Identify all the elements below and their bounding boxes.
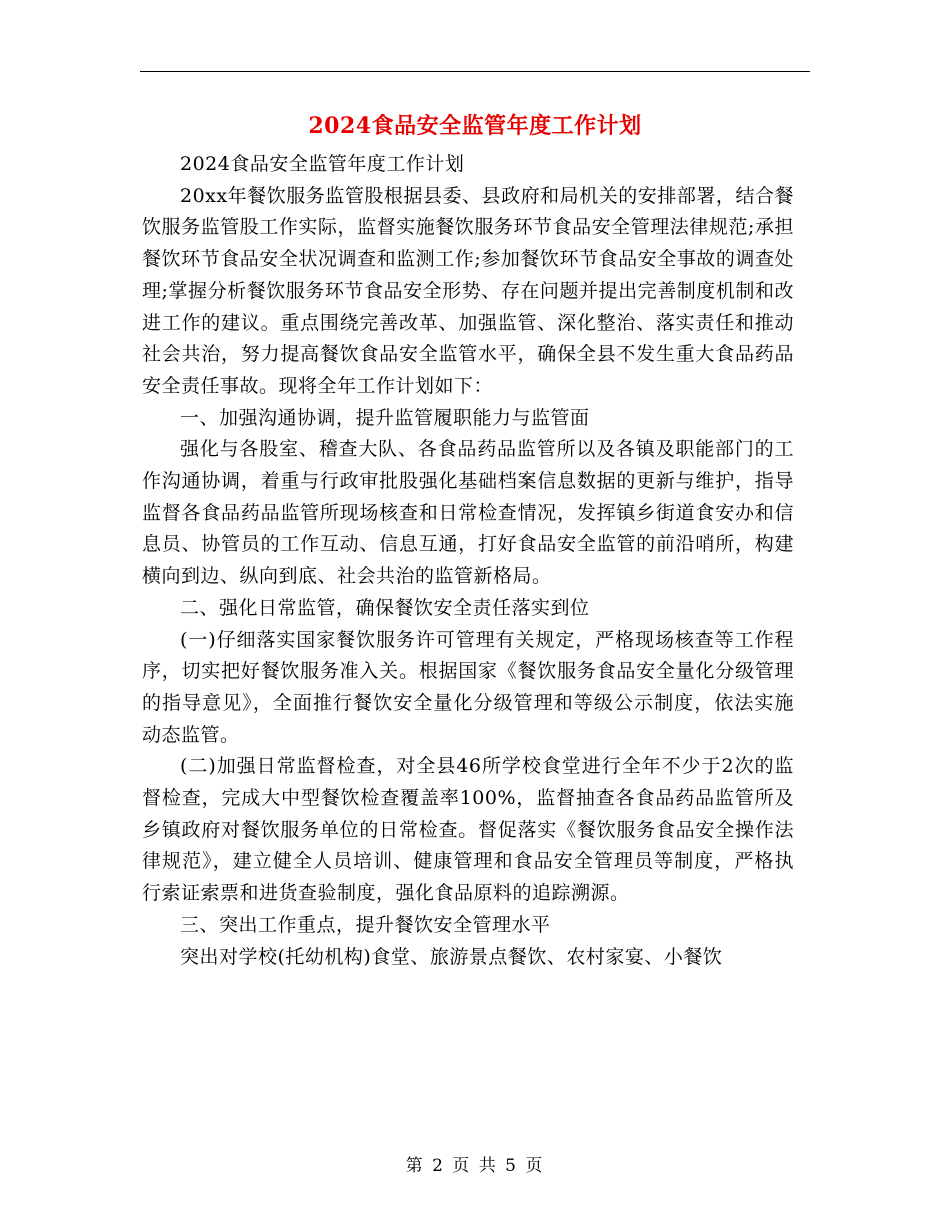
paragraph-section-2-item-1: (一)仔细落实国家餐饮服务许可管理有关规定，严格现场核查等工作程序，切实把好餐饮服务准入关。根据国家《餐饮服务食品安全量化分级管理的指导意见》，全面推行餐饮安全量化分级管理和等级公示制度，依法实施动态监管。 — [142, 628, 794, 746]
paragraph-section-3: 突出对学校(托幼机构)食堂、旅游景点餐饮、农村家宴、小餐饮 — [180, 945, 723, 968]
section-heading-1: 一、加强沟通协调，提升监管履职能力与监管面 — [180, 406, 590, 429]
paragraph-subtitle: 2024食品安全监管年度工作计划 — [180, 153, 465, 175]
page-number: 第 2 页 共 5 页 — [405, 1156, 545, 1176]
section-heading-3: 三、突出工作重点，提升餐饮安全管理水平 — [180, 913, 551, 936]
paragraph-section-1: 强化与各股室、稽查大队、各食品药品监管所以及各镇及职能部门的工作沟通协调，着重与行政审批股强化基础档案信息数据的更新与维护，指导监督各食品药品监管所现场核查和日常检查情况，发挥镇乡街道食安办和信息员、协管员的工作互动、信息互通，打好食品安全监管的前沿哨所，构建横向到边、纵向到底、社会共治的监管新格局。 — [142, 438, 794, 588]
document-title: 2024食品安全监管年度工作计划 — [308, 113, 642, 139]
document-body — [142, 149, 794, 973]
paragraph-intro: 20xx年餐饮服务监管股根据县委、县政府和局机关的安排部署，结合餐饮服务监管股工作实际，监督实施餐饮服务环节食品安全管理法律规范;承担餐饮环节食品安全状况调查和监测工作;参加餐饮环节食品安全事故的调查处理;掌握分析餐饮服务环节食品安全形势、存在问题并提出完善制度机制和改进工作的建议。重点围绕完善改革、加强监管、深化整治、落实责任和推动社会共治，努力提高餐饮食品安全监管水平，确保全县不发生重大食品药品安全责任事故。现将全年工作计划如下： — [142, 184, 794, 397]
paragraph-section-2-item-2: (二)加强日常监督检查，对全县46所学校食堂进行全年不少于2次的监督检查，完成大中型餐饮检查覆盖率100%，监督抽查各食品药品监管所及乡镇政府对餐饮服务单位的日常检查。督促落实《餐饮服务食品安全操作法律规范》，建立健全人员培训、健康管理和食品安全管理员等制度，严格执行索证索票和进货查验制度，强化食品原料的追踪溯源。 — [142, 755, 794, 905]
section-heading-2: 二、强化日常监管，确保餐饮安全责任落实到位 — [180, 596, 590, 619]
header-rule — [140, 71, 810, 72]
